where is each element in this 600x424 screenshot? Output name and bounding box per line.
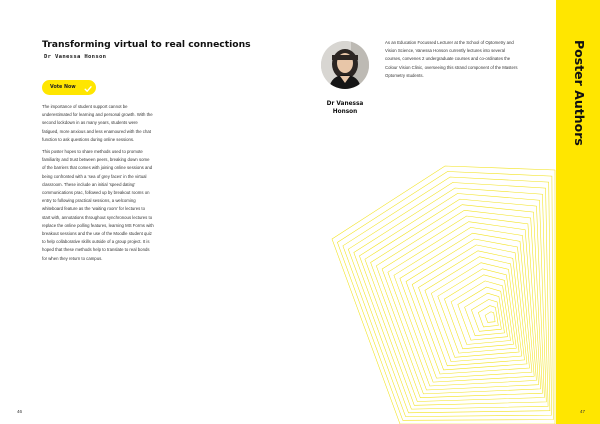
article-body: [42, 103, 154, 267]
body-paragraph-2: This poster hopes to share methods used to promote familiarity and trust between peers, breaking down some of the barriers that comes with joining online sessions and being confronted with a ‘sea of grey faces’ in the virtual classroom. These include an initial ‘speed dating’ communications prac, followed up by breakout rooms on entry to following practical sessions, a welcoming whiteboard feature as the ‘waiting room’ for lectures to start with, annotations throughout synchronous lectures to replace the online polling features, learning MS Forms with breakout sessions and the use of the Moodle student quiz to help collaborative skills outside of a group project. It is hoped that these methods help to translate to real bonds for when they return to campus.: [42, 149, 154, 261]
author-avatar: [321, 41, 369, 89]
pattern-line: [478, 306, 498, 327]
page-number-right: 47: [580, 409, 586, 414]
article-title: Transforming virtual to real connections: [42, 39, 251, 50]
article-byline: Dr Vanessa Honson: [44, 54, 107, 60]
vote-now-button[interactable]: [42, 80, 96, 95]
author-bio: As an Education Focussed Lecturer at the School of Optometry and Vision Science, Vanessa Honson currently lectures into several courses, convenes 2 undergraduate courses and co-ordinates the Colour Vision Clinic, overseeing this strand component of the Masters Optometry students.: [385, 40, 518, 78]
vote-now-label: Vote Now: [50, 85, 76, 90]
pattern-line: [425, 257, 522, 362]
pattern-line: [359, 194, 546, 406]
check-icon: [82, 82, 94, 94]
sidebar-title: [556, 0, 600, 200]
sidebar-title-text: Poster Authors: [572, 40, 587, 146]
author-name: Dr Vanessa Honson: [326, 101, 364, 115]
pattern-line: [376, 210, 540, 394]
pattern-line: [458, 287, 508, 340]
page-number-left: 46: [17, 409, 23, 414]
pattern-line: [406, 239, 530, 374]
pattern-line: [354, 188, 548, 409]
body-paragraph-1: The importance of student support cannot be underestimated for learning and personal growth. With the second lockdown in as many years, students were fatigued, more anxious and less enamoured with the chat function to ask questions during online sessions.: [42, 104, 153, 142]
pattern-line: [485, 312, 495, 323]
